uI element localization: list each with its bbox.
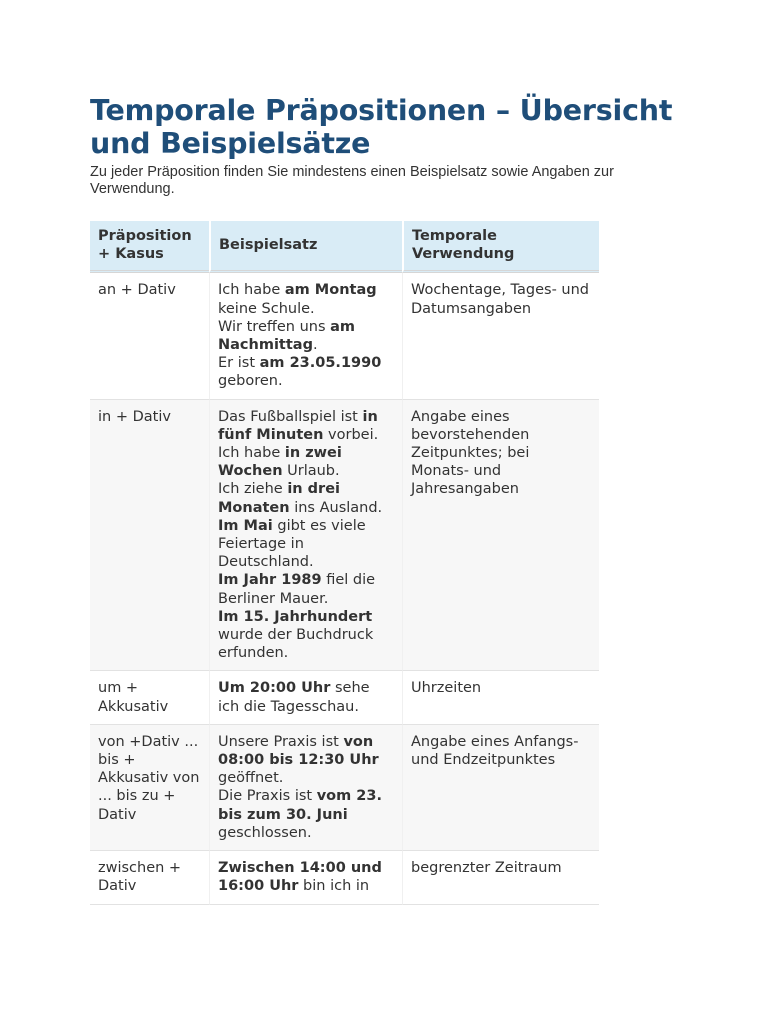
table-row bbox=[90, 273, 599, 399]
example-sentence bbox=[218, 571, 394, 607]
example-sentence bbox=[218, 517, 394, 572]
table-header-row bbox=[90, 221, 599, 273]
page-subtitle: Zu jeder Präposition finden Sie mindestens einen Beispielsatz sowie Angaben zur Verwendung. bbox=[90, 164, 614, 197]
example-text: gibt es viele Feiertage in Deutschland. bbox=[218, 517, 366, 571]
cell-preposition: in + Dativ bbox=[90, 400, 209, 672]
cell-usage: Angabe eines bevorstehenden Zeitpunktes; bei Monats- und Jahresangaben bbox=[402, 400, 599, 672]
example-highlight: am 23.05.1990 bbox=[259, 355, 382, 372]
example-sentence bbox=[218, 318, 394, 354]
table-body bbox=[90, 273, 599, 904]
example-highlight: in drei Monaten bbox=[218, 481, 341, 516]
example-sentence bbox=[218, 859, 394, 895]
example-text: Urlaub. bbox=[282, 463, 340, 480]
example-highlight: von 08:00 bis 12:30 Uhr bbox=[218, 733, 379, 769]
example-sentence bbox=[218, 480, 394, 516]
cell-usage: begrenzter Zeitraum bbox=[402, 851, 599, 904]
table-row bbox=[90, 400, 599, 672]
example-highlight: Im Jahr 1989 bbox=[218, 572, 322, 589]
example-text: Die Praxis ist bbox=[218, 788, 317, 805]
example-text: Wir treffen uns bbox=[218, 318, 331, 335]
header-preposition: Präposition + Kasus bbox=[90, 221, 209, 273]
example-highlight: vom 23. bis zum 30. Juni bbox=[218, 788, 382, 823]
example-sentence bbox=[218, 733, 394, 788]
cell-examples bbox=[209, 273, 402, 399]
example-highlight: Um 20:00 Uhr bbox=[218, 680, 331, 697]
example-text: ins Ausland. bbox=[289, 499, 383, 516]
example-sentence bbox=[218, 408, 394, 444]
cell-examples bbox=[209, 400, 402, 672]
cell-usage: Uhrzeiten bbox=[402, 671, 599, 724]
table-row bbox=[90, 851, 599, 904]
header-usage: Temporale Verwendung bbox=[402, 221, 599, 273]
example-highlight: Zwischen 14:00 und 16:00 Uhr bbox=[218, 860, 382, 895]
example-text: Unsere Praxis ist bbox=[218, 733, 344, 750]
cell-examples bbox=[209, 851, 402, 904]
example-text: . bbox=[312, 337, 318, 354]
table-header bbox=[90, 221, 599, 273]
example-text: geschlossen. bbox=[218, 824, 312, 841]
page-title: Temporale Präpositionen – Übersicht und Beispielsätze bbox=[90, 94, 673, 160]
cell-examples bbox=[209, 671, 402, 724]
example-highlight: in zwei Wochen bbox=[218, 445, 342, 480]
example-text: Das Fußballspiel ist bbox=[218, 408, 363, 425]
example-text: Ich habe bbox=[218, 445, 285, 462]
cell-preposition: zwischen + Dativ bbox=[90, 851, 209, 904]
example-highlight: in fünf Minuten bbox=[218, 408, 378, 443]
example-highlight: am Nachmittag bbox=[218, 318, 356, 354]
example-text: fiel die Berliner Mauer. bbox=[218, 572, 376, 607]
example-text: wurde der Buchdruck erfunden. bbox=[218, 627, 374, 662]
example-sentence bbox=[218, 679, 394, 715]
example-text: sehe ich die Tagesschau. bbox=[218, 680, 370, 715]
prepositions-table bbox=[90, 221, 599, 905]
example-highlight: am Montag bbox=[284, 282, 377, 299]
example-text: geöffnet. bbox=[218, 770, 284, 787]
example-text: vorbei. bbox=[323, 426, 379, 443]
example-sentence bbox=[218, 787, 394, 842]
example-sentence bbox=[218, 354, 394, 390]
example-sentence bbox=[218, 444, 394, 480]
cell-preposition: von +Dativ ... bis + Akkusativ von ... bis zu + Dativ bbox=[90, 725, 209, 851]
document-page bbox=[90, 94, 690, 905]
example-text: keine Schule. bbox=[218, 300, 315, 317]
example-text: bin ich in bbox=[298, 878, 370, 895]
cell-usage: Angabe eines Anfangs- und Endzeitpunktes bbox=[402, 725, 599, 851]
example-text: Ich ziehe bbox=[218, 481, 288, 498]
cell-examples bbox=[209, 725, 402, 851]
table-row bbox=[90, 725, 599, 851]
cell-usage: Wochentage, Tages- und Datumsangaben bbox=[402, 273, 599, 399]
example-sentence bbox=[218, 281, 394, 317]
example-text: Er ist bbox=[218, 355, 260, 372]
example-sentence bbox=[218, 608, 394, 663]
example-text: geboren. bbox=[218, 373, 283, 390]
table-row bbox=[90, 671, 599, 724]
example-highlight: Im Mai bbox=[218, 517, 273, 534]
example-highlight: Im 15. Jahrhundert bbox=[218, 608, 373, 625]
cell-preposition: an + Dativ bbox=[90, 273, 209, 399]
header-example: Beispielsatz bbox=[209, 221, 402, 273]
example-text: Ich habe bbox=[218, 282, 285, 299]
cell-preposition: um + Akkusativ bbox=[90, 671, 209, 724]
